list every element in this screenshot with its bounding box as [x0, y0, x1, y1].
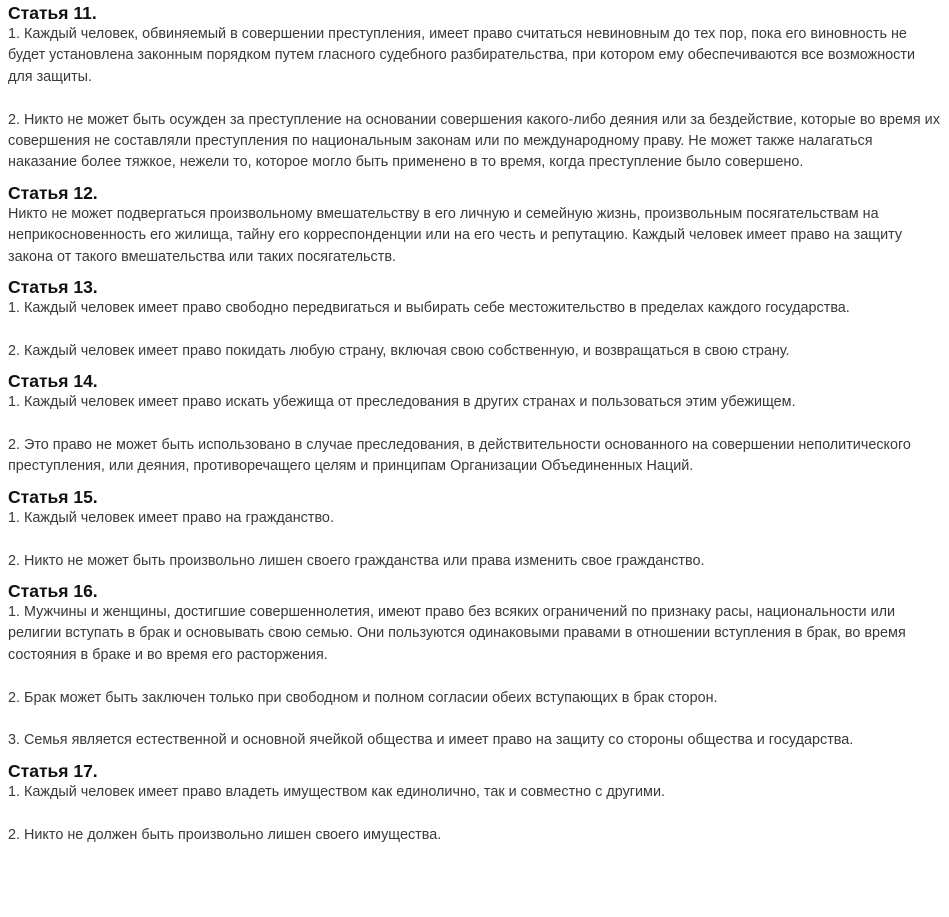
- article-paragraph: 1. Каждый человек имеет право искать убежища от преследования в других странах и пользоваться этим убежищем.: [8, 394, 796, 411]
- article-title: Статья 15.: [8, 486, 98, 507]
- article-15: [8, 486, 941, 572]
- article-paragraph: 1. Мужчины и женщины, достигшие совершеннолетия, имеют право без всяких ограничений по признаку расы, национальности или религии вступать в брак и основывать свою семью. Они пользуются одинаковыми правами в отношении вступления в брак, во время состояния в браке и во время его расторжения.: [8, 604, 906, 663]
- article-paragraph: 2. Никто не может быть произвольно лишен своего гражданства или права изменить свое гражданство.: [8, 552, 705, 569]
- article-title: Статья 13.: [8, 277, 98, 298]
- article-paragraph: 3. Семья является естественной и основной ячейкой общества и имеет право на защиту со стороны общества и государства.: [8, 732, 854, 749]
- article-paragraph: 2. Это право не может быть использовано в случае преследования, в действительности основанного на совершении неполитического преступления, или деяния, противоречащего целям и принципам Организации Объединенных Наций.: [8, 437, 911, 475]
- article-title: Статья 12.: [8, 182, 98, 203]
- article-paragraph: 2. Никто не должен быть произвольно лишен своего имущества.: [8, 826, 442, 843]
- article-paragraph: Никто не может подвергаться произвольному вмешательству в его личную и семейную жизнь, произвольным посягательствам на неприкосновенность его жилища, тайну его корреспонденции или на его честь и репутацию. Каждый человек имеет право на защиту закона от такого вмешательства или таких посягательств.: [8, 205, 903, 265]
- article-paragraph: 2. Каждый человек имеет право покидать любую страну, включая свою собственную, и возвращаться в свою страну.: [8, 342, 790, 359]
- article-paragraph: 1. Каждый человек имеет право свободно передвигаться и выбирать себе местожительство в пределах каждого государства.: [8, 300, 850, 317]
- article-11: [8, 2, 941, 174]
- article-16: [8, 580, 941, 752]
- article-12: [8, 182, 941, 268]
- article-paragraph: 1. Каждый человек имеет право на гражданство.: [8, 509, 334, 526]
- article-title: Статья 11.: [8, 3, 97, 23]
- article-13: [8, 276, 941, 362]
- article-title: Статья 14.: [8, 371, 98, 392]
- article-paragraph: 2. Брак может быть заключен только при свободном и полном согласии обеих вступающих в брак сторон.: [8, 689, 718, 706]
- article-paragraph: 1. Каждый человек имеет право владеть имуществом как единолично, так и совместно с другими.: [8, 783, 665, 800]
- article-paragraph: 1. Каждый человек, обвиняемый в совершении преступления, имеет право считаться невиновным до тех пор, пока его виновность не будет установлена законным порядком путем гласного судебного разбирательства, при котором ему обеспечиваются все возможности для защиты.: [8, 26, 915, 85]
- article-title: Статья 17.: [8, 760, 98, 781]
- article-17: [8, 760, 941, 846]
- article-14: [8, 370, 941, 478]
- article-title: Статья 16.: [8, 581, 98, 602]
- article-paragraph: 2. Никто не может быть осужден за преступление на основании совершения какого-либо деяния или за бездействие, которые во время их совершения не составляли преступления по национальным законам или по международному праву. Не может также налагаться наказание более тяжкое, нежели то, которое могло быть применено в то время, когда преступление было совершено.: [8, 111, 940, 171]
